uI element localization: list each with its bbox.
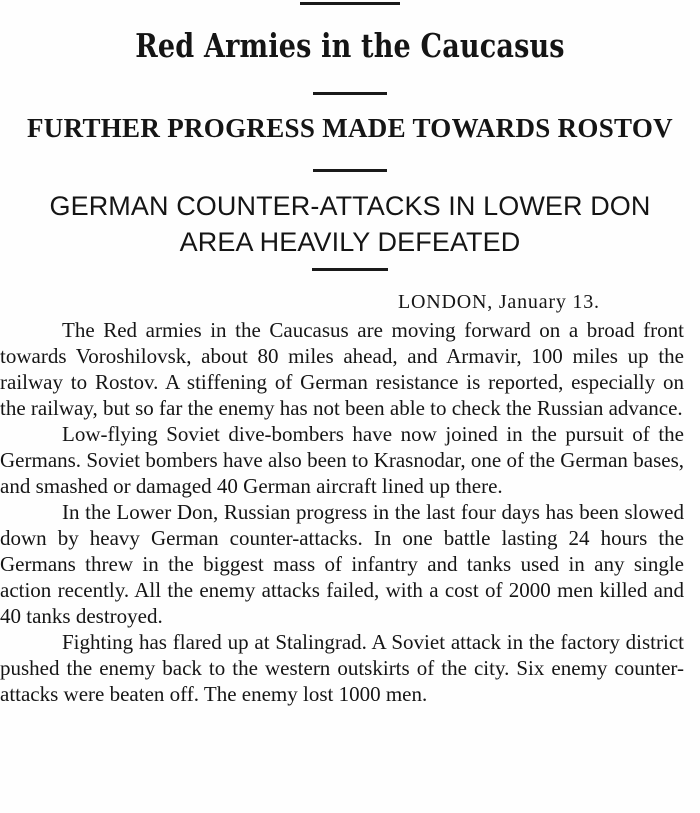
top-rule <box>300 2 400 5</box>
paragraph: In the Lower Don, Russian progress in the last four days has been slowed down by heavy German counter-attacks. In one battle lasting 24 hours the Germans threw in the biggest mass of infantry and tanks used in any single action recently. All the enemy attacks failed, with a cost of 2000 men killed and 40 tanks destroyed. <box>0 500 684 628</box>
deck-line-1: GERMAN COUNTER-ATTACKS IN LOWER DON <box>49 191 651 221</box>
article-body <box>0 317 684 707</box>
deck-rule <box>312 268 388 271</box>
paragraph: The Red armies in the Caucasus are moving forward on a broad front towards Voroshilovsk, about 80 miles ahead, and Armavir, 100 miles up the railway to Rostov. A stiffening of German resistance is reported, especially on the railway, but so far the enemy has not been able to check the Russian advance. <box>0 318 684 420</box>
headline-rule <box>313 92 387 95</box>
paragraph: Low-flying Soviet dive-bombers have now joined in the pursuit of the Germans. Soviet bombers have also been to Krasnodar, one of the German bases, and smashed or damaged 40 German aircraft lined up there. <box>0 422 684 498</box>
deck-line-2: AREA HEAVILY DEFEATED <box>179 227 521 257</box>
dateline: LONDON, January 13. <box>398 291 600 313</box>
paragraph: Fighting has flared up at Stalingrad. A Soviet attack in the factory district pushed the enemy back to the western outskirts of the city. Six enemy counter-attacks were beaten off. The enemy lost 1000 men. <box>0 630 684 706</box>
subheadline-rule <box>313 169 387 172</box>
deck-headline <box>0 188 700 260</box>
subheadline: FURTHER PROGRESS MADE TOWARDS ROSTOV <box>27 113 673 143</box>
headline: Red Armies in the Caucasus <box>135 26 565 65</box>
